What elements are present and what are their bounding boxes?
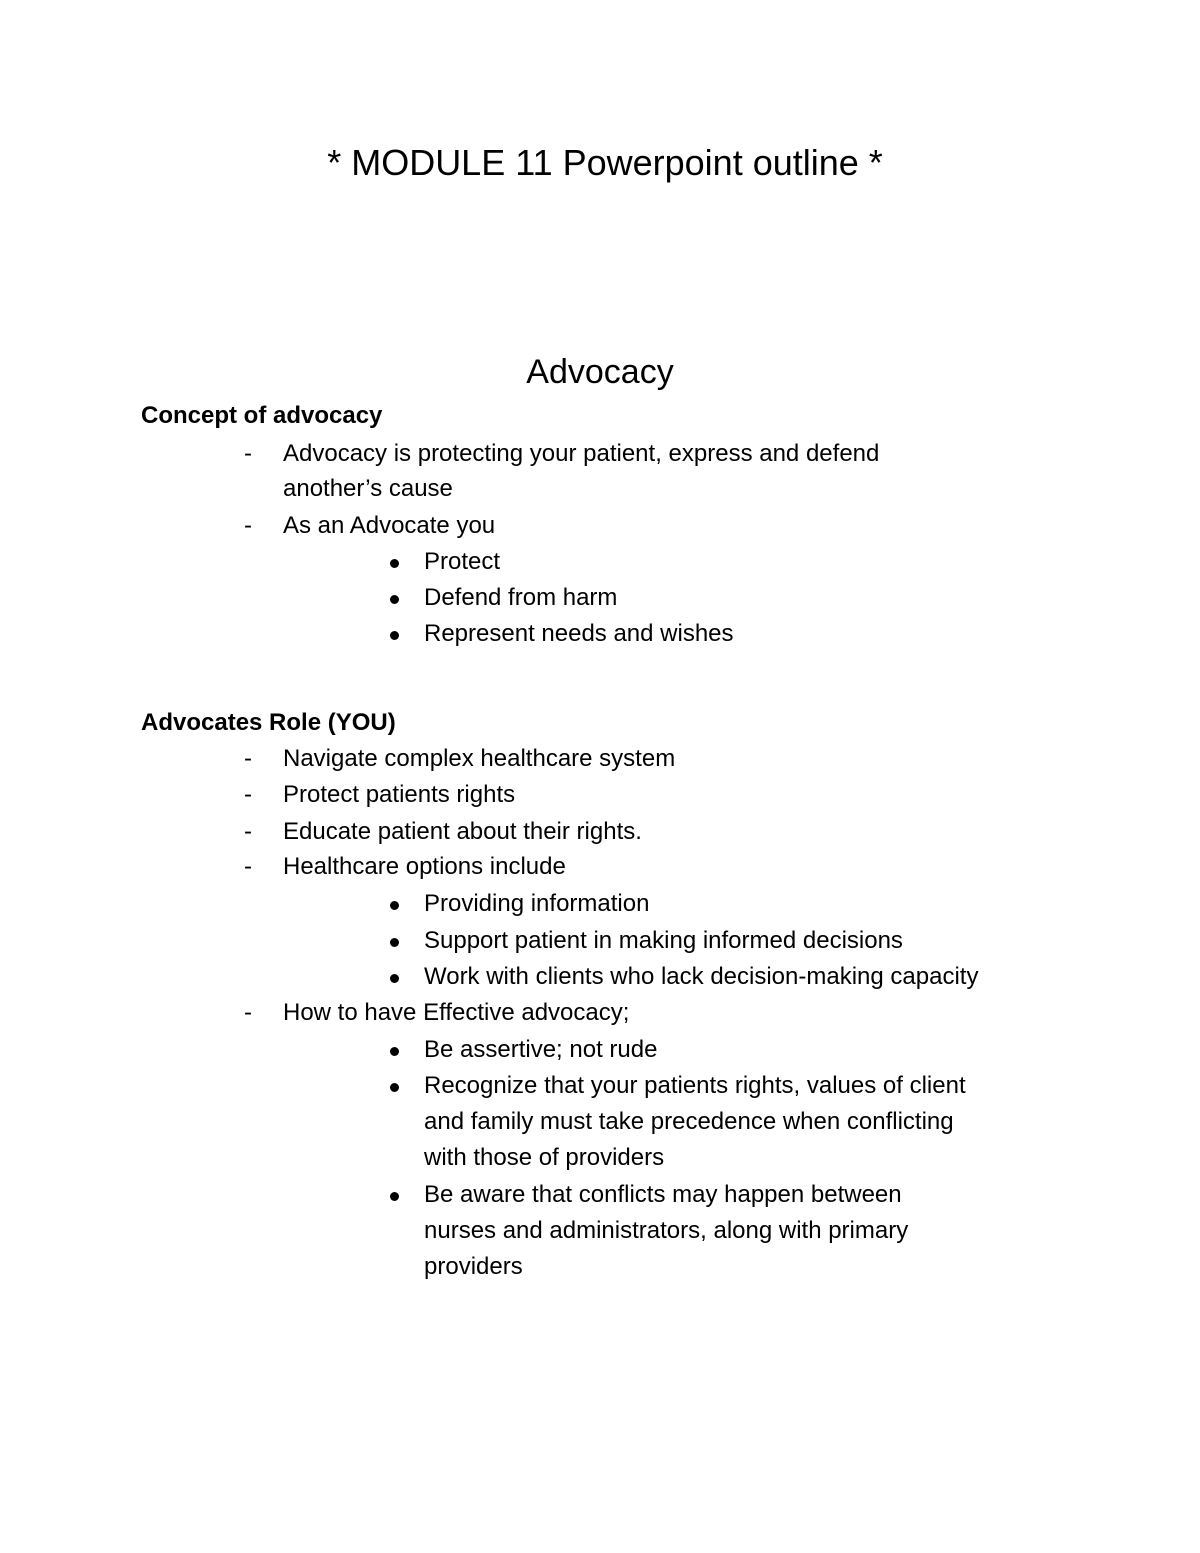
dash-marker: - [244,818,252,845]
dash-marker: - [244,440,252,467]
dash-marker: - [244,999,252,1026]
bullet-dot [390,559,399,568]
bullet-item: Protect [424,548,501,575]
heading-concept-of-advocacy: Concept of advocacy [141,402,383,429]
bullet-item: Be aware that conflicts may happen between [424,1181,902,1208]
bullet-dot [390,595,399,604]
bullet-item: Work with clients who lack decision-making capacity [424,963,979,990]
bullet-dot [390,1192,399,1201]
bullet-item: Defend from harm [424,584,618,611]
bullet-dot [390,1083,399,1092]
bullet-item: Be assertive; not rude [424,1036,658,1063]
bullet-dot [390,631,399,640]
bullet-item-continuation: providers [424,1253,523,1280]
bullet-item: Providing information [424,890,650,917]
list-item: As an Advocate you [283,512,496,539]
dash-marker: - [244,745,252,772]
bullet-item-continuation: with those of providers [424,1144,665,1171]
bullet-dot [390,974,399,983]
document-title: * MODULE 11 Powerpoint outline * [327,142,883,183]
bullet-dot [390,901,399,910]
bullet-item: Support patient in making informed decisions [424,927,903,954]
list-item: Protect patients rights [283,781,516,808]
bullet-item-continuation: nurses and administrators, along with primary [424,1217,909,1244]
heading-advocates-role: Advocates Role (YOU) [141,709,396,736]
bullet-item-continuation: and family must take precedence when conflicting [424,1108,954,1135]
list-item-continuation: another’s cause [283,475,453,502]
section-title-advocacy: Advocacy [526,353,674,391]
list-item: How to have Effective advocacy; [283,999,630,1026]
dash-marker: - [244,512,252,539]
bullet-dot [390,938,399,947]
bullet-dot [390,1047,399,1056]
dash-marker: - [244,853,252,880]
list-item: Educate patient about their rights. [283,818,642,845]
list-item: Navigate complex healthcare system [283,745,676,772]
dash-marker: - [244,781,252,808]
bullet-item: Represent needs and wishes [424,620,734,647]
list-item: Advocacy is protecting your patient, express and defend [283,440,880,467]
list-item: Healthcare options include [283,853,566,880]
bullet-item: Recognize that your patients rights, values of client [424,1072,966,1099]
